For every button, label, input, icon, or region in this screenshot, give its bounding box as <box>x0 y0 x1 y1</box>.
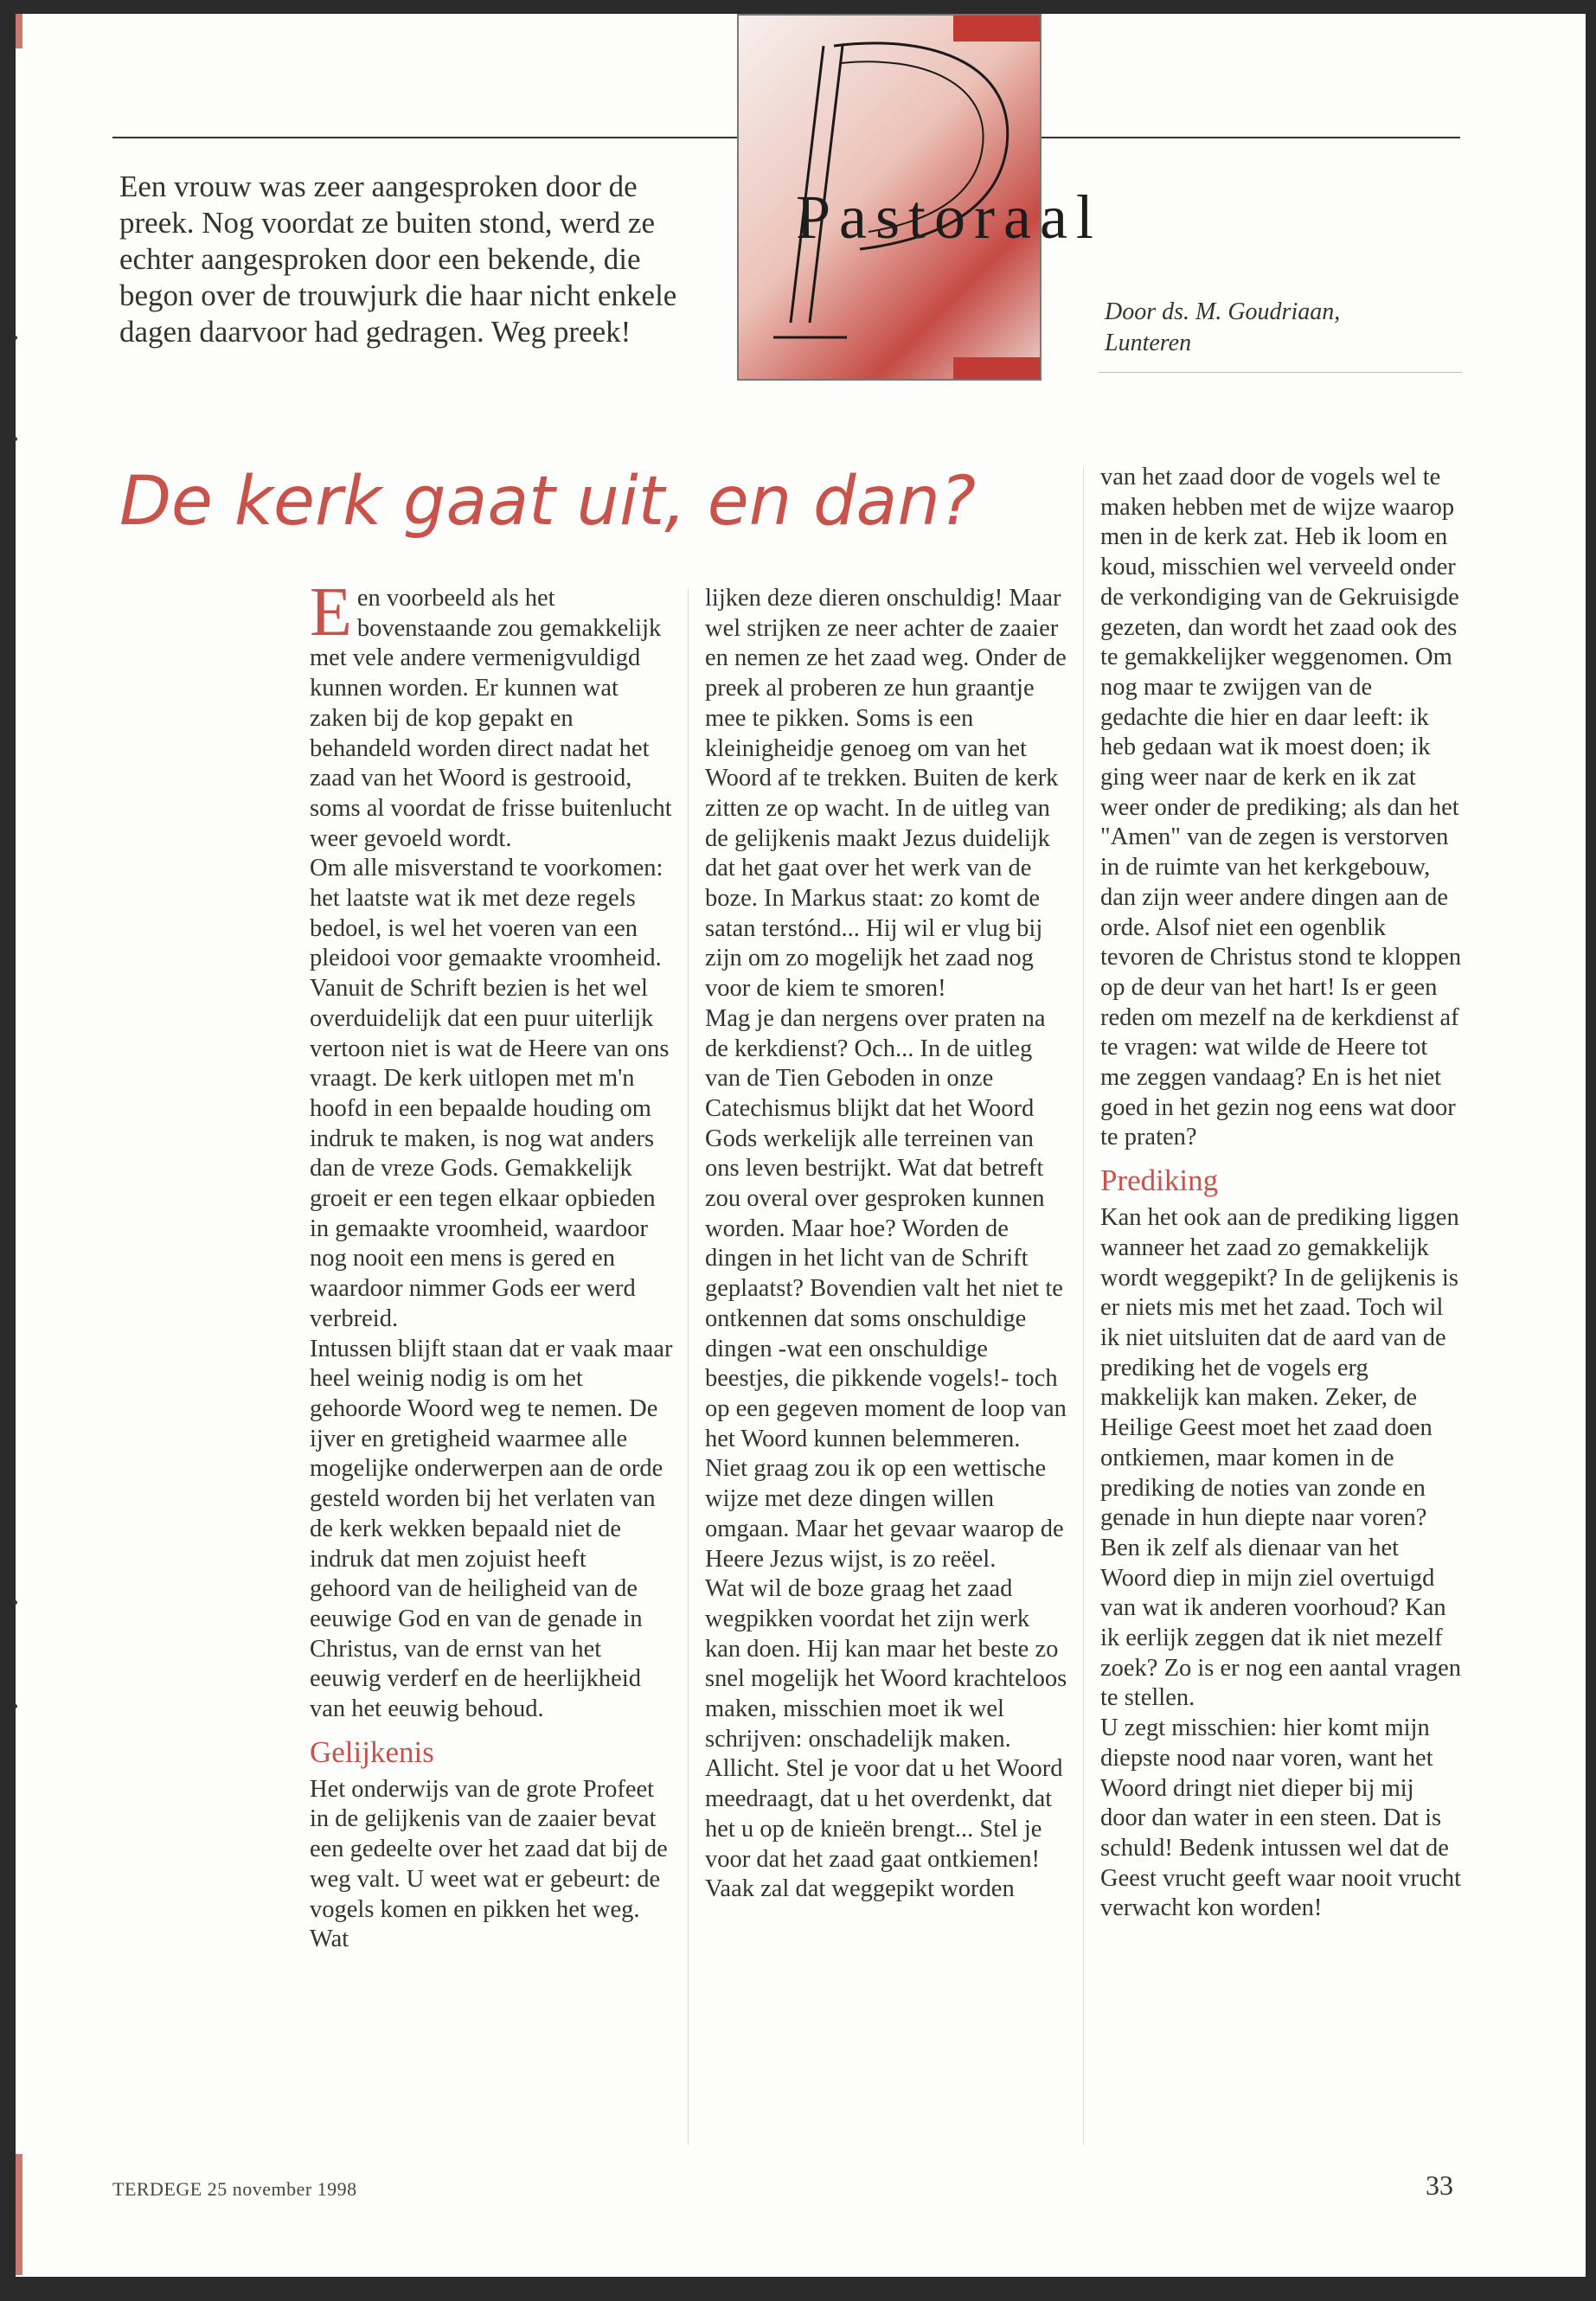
scan-border-top <box>0 0 1596 14</box>
scan-border-bottom <box>0 2277 1596 2301</box>
footer-source: TERDEGE 25 november 1998 <box>112 2178 357 2200</box>
paragraph: Vaak zal dat weggepikt worden <box>705 1875 1015 1903</box>
paragraph: Intussen blijft staan dat er vaak maar heel weinig nodig is om het gehoorde Woord weg te nemen. De ijver en gretigheid waarmee alle mogelijke onderwerpen aan de orde gesteld worden bij het verlaten van de kerk wekken bepaald niet de indruk dat men zojuist heeft gehoord van de heiligheid van de eeuwige God en van de genade in Christus, van de ernst van het eeuwig verderf en de heerlijkheid van het eeuwig behoud. <box>310 1335 673 1723</box>
paragraph: Mag je dan nergens over praten na de kerkdienst? Och... In de uitleg van de Tien Geboden in onze Catechismus blijkt dat het Woord Gods werkelijk alle terreinen van ons leven bestrijkt. Wat dat betreft zou overal over gesproken kunnen worden. Maar hoe? Worden de dingen in het licht van de Schrift geplaatst? Bovendien valt het niet te ontkennen dat soms onschuldige dingen -wat een onschuldige beestjes, die pikkende vogels!- toch op een gegeven moment de loop van het Woord kunnen belemmeren. Niet graag zou ik op een wettische wijze met deze dingen willen omgaan. Maar het gevaar waarop de Heere Jezus wijst, is zo reëel. <box>705 1004 1067 1573</box>
paragraph-text: en voorbeeld als het bovenstaande zou gemakkelijk met vele andere vermenigvuldigd kunnen worden. Er kunnen wat zaken bij de kop gepakt en behandeld worden direct nadat het zaad van het Woord is gestrooid, soms al voordat de frisse buitenlucht weer gevoeld wordt. <box>310 585 672 852</box>
margin-dot <box>13 1600 17 1605</box>
page-number: 33 <box>1426 2170 1453 2201</box>
paragraph: Wat wil de boze graag het zaad wegpikken voordat het zijn werk kan doen. Hij kan maar het beste zo snel mogelijk het Woord krachteloos maken, misschien moet ik wel schrijven: onschadelijk maken. Allicht. Stel je voor dat u het Woord meedraagt, dat u het overdenkt, dat het u op de knieën brengt... Stel je voor dat het zaad gaat ontkiemen! <box>705 1575 1067 1873</box>
article-column-2 <box>705 584 1068 1905</box>
intro-text: Een vrouw was zeer aangesproken door de preek. Nog voordat ze buiten stond, werd ze echter aangesproken door een bekende, die begon over de trouwjurk die haar nicht enkele dagen daarvoor had gedragen. Weg preek! <box>119 170 677 349</box>
subheading-prediking: Prediking <box>1100 1163 1219 1198</box>
paragraph: Het onderwijs van de grote Profeet in de gelijkenis van de zaaier bevat een gedeelte over het zaad dat bij de weg valt. U weet wat er gebeurt: de vogels komen en pikken het weg. Wat <box>310 1775 668 1953</box>
paragraph: van het zaad door de vogels wel te maken hebben met de wijze waarop men in de kerk zat. Heb ik loom en koud, misschien wel verveeld onder de verkondiging van de Gekruisigde gezeten, dan wordt het zaad ook des te gemakkelijker weggenomen. Om nog maar te zwijgen van de gedachte die hier en daar leeft: ik heb gedaan wat ik moest doen; ik ging weer naar de kerk en ik zat weer onder de prediking; als dan het "Amen" van de zegen is verstorven in de ruimte van het kerkgebouw, dan zijn weer andere dingen aan de orde. Alsof niet een ogenblik tevoren de Christus stond te kloppen op de deur van het hart! Is er geen reden om mezelf na de kerkdienst af te vragen: wat wilde de Heere tot me zeggen vandaag? En is het niet goed in het gezin nog eens wat door te praten? <box>1100 464 1462 1151</box>
scan-edge-mark <box>16 2154 22 2275</box>
paragraph: Kan het ook aan de prediking liggen wanneer het zaad zo gemakkelijk wordt weggepikt? In de gelijkenis is er niets mis met het zaad. Toch wil ik niet uitsluiten dat de aard van de prediking het de vogels erg makkelijk kan maken. Zeker, de Heilige Geest moet het zaad doen ontkiemen, maar komen in de prediking de noties van zonde en genade in hun diepte naar voren? Ben ik zelf als dienaar van het Woord diep in mijn ziel overtuigd van wat ik anderen voorhoud? Kan ik eerlijk zeggen dat ik niet mezelf zoek? Zo is er nog een aantal vragen te stellen. <box>1100 1204 1462 1712</box>
byline <box>1105 297 1459 359</box>
scan-border-right <box>1586 0 1596 2301</box>
paragraph: lijken deze dieren onschuldig! Maar wel strijken ze neer achter de zaaier en nemen ze het zaad weg. Onder de preek al proberen ze hun graantje mee te pikken. Soms is een kleinigheidje genoeg om van het Woord af te trekken. Buiten de kerk zitten ze op wacht. In de uitleg van de gelijkenis maakt Jezus duidelijk dat het gaat over het werk van de boze. In Markus staat: zo komt de satan terstónd... Hij wil er vlug bij zijn om zo mogelijk het zaad nog voor de kiem te smoren! <box>705 585 1067 1003</box>
paragraph: Om alle misverstand te voorkomen: het laatste wat ik met deze regels bedoel, is wel het voeren van een pleidooi voor gemaakte vroomheid. Vanuit de Schrift bezien is het wel overduidelijk dat een puur uiterlijk vertoon niet is wat de Heere van ons vraagt. De kerk uitlopen met m'n hoofd in een bepaalde houding om indruk te maken, is nog wat anders dan de vreze Gods. Gemakkelijk groeit er een tegen elkaar opbieden in gemaakte vroomheid, waardoor nog nooit een mens is gered en waardoor nimmer Gods eer werd verbreid. <box>310 855 670 1332</box>
margin-dot <box>13 336 17 340</box>
paragraph: U zegt misschien: hier komt mijn diepste nood naar voren, want het Woord dringt niet dieper bij mij door dan water in een steen. Dat is schuld! Bedenk intussen wel dat de Geest vrucht geeft waar nooit vrucht verwacht kon worden! <box>1100 1715 1462 1922</box>
section-title: Pastoraal <box>796 183 1102 252</box>
column-separator <box>1083 467 1084 2145</box>
byline-author: Door ds. M. Goudriaan, <box>1105 298 1341 325</box>
byline-place: Lunteren <box>1105 330 1192 356</box>
header-rule-right <box>1038 137 1460 138</box>
article-column-3 <box>1100 463 1464 1924</box>
article-column-1 <box>310 574 673 1955</box>
subheading-gelijkenis: Gelijkenis <box>310 1734 434 1769</box>
byline-rule <box>1099 372 1462 373</box>
column-separator <box>688 588 689 2145</box>
paragraph <box>310 574 673 854</box>
scan-border-left <box>0 0 16 2301</box>
margin-dot <box>13 1704 17 1708</box>
margin-dot <box>13 437 17 441</box>
drop-cap: E <box>310 574 352 651</box>
headline: De kerk gaat uit, en dan? <box>119 463 977 541</box>
header-rule-left <box>112 137 737 138</box>
scan-edge-mark <box>16 14 22 48</box>
